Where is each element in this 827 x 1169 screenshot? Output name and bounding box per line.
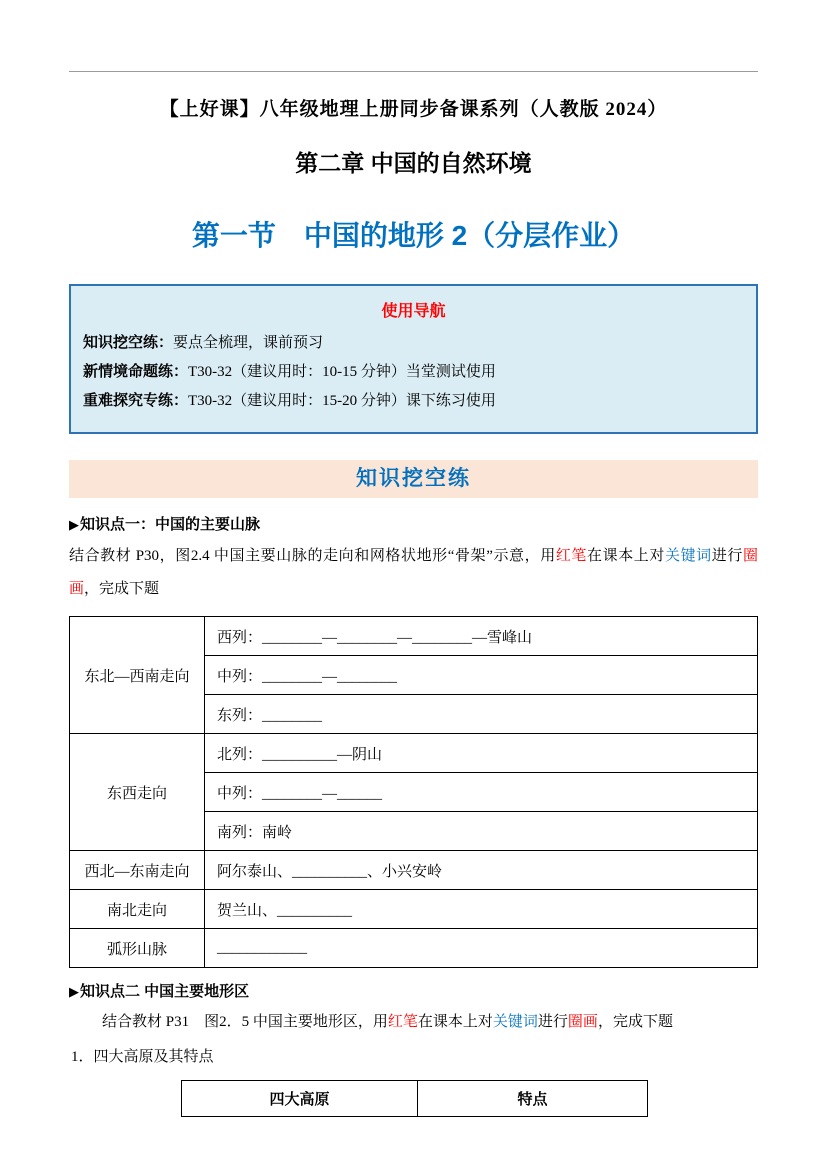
usage-guide-line (83, 387, 744, 416)
table-row (70, 734, 758, 773)
plateau-table (181, 1080, 648, 1117)
knowledge-drill-banner (69, 460, 758, 498)
table-cell: 北列：__________—阴山 (205, 734, 758, 773)
table-cell: 中列：________—______ (205, 773, 758, 812)
usage-guide-line-text: T30-32（建议用时：15-20 分钟）课下练习使用 (188, 393, 496, 409)
table-cell: 贺兰山、__________ (205, 890, 758, 929)
row-group-label: 东北—西南走向 (70, 617, 205, 734)
row-group-label: 东西走向 (70, 734, 205, 851)
usage-guide-line-text: T30-32（建议用时：10-15 分钟）当堂测试使用 (188, 364, 496, 380)
item-1-title: 1．四大高原及其特点 (71, 1049, 214, 1065)
usage-guide-line-label: 重难探究专练： (83, 393, 189, 409)
table-cell: 东列：________ (205, 695, 758, 734)
series-header: 【上好课】八年级地理上册同步备课系列（人教版 2024） (159, 99, 668, 120)
usage-guide-line-label: 新情境命题练： (83, 364, 189, 380)
usage-guide-line-label: 知识挖空练： (83, 335, 174, 351)
header-divider (69, 71, 758, 72)
table-cell: 阿尔泰山、__________、小兴安岭 (205, 851, 758, 890)
row-group-label: 西北—东南走向 (70, 851, 205, 890)
table-cell: 中列：________—________ (205, 656, 758, 695)
knowledge-point-2-intro: 结合教材 P31 图2．5 中国主要地形区，用红笔在课本上对关键词进行圈画，完成下题 (102, 1014, 673, 1030)
table-row (70, 851, 758, 890)
knowledge-point-1-intro: 结合教材 P30，图2.4 中国主要山脉的走向和网格状地形“骨架”示意，用红笔在课本上对关键词进行圈画，完成下题 (69, 548, 758, 597)
table-header-cell: 特点 (418, 1081, 648, 1117)
knowledge-point-2-title: 知识点二 中国主要地形区 (80, 983, 250, 1000)
usage-guide-line (83, 358, 744, 387)
chapter-title: 第二章 中国的自然环境 (295, 150, 532, 176)
usage-guide-line-text: 要点全梳理，课前预习 (173, 335, 324, 351)
usage-guide-title: 使用导航 (381, 303, 446, 320)
triangle-marker-icon: ▶ (69, 984, 79, 999)
table-row (70, 929, 758, 968)
knowledge-point-1-heading (69, 513, 758, 534)
knowledge-drill-banner-title: 知识挖空练 (356, 467, 471, 490)
table-row (70, 890, 758, 929)
table-cell: ____________ (205, 929, 758, 968)
table-cell: 西列：________—________—________—雪峰山 (205, 617, 758, 656)
usage-guide-box (69, 284, 758, 434)
mountain-ranges-table (69, 616, 758, 968)
row-group-label: 弧形山脉 (70, 929, 205, 968)
triangle-marker-icon: ▶ (69, 517, 79, 532)
section-title: 第一节 中国的地形 2（分层作业） (191, 220, 636, 251)
table-header-cell: 四大高原 (182, 1081, 418, 1117)
row-group-label: 南北走向 (70, 890, 205, 929)
table-row (70, 617, 758, 656)
table-header-row (182, 1081, 648, 1117)
table-cell: 南列：南岭 (205, 812, 758, 851)
knowledge-point-1-title: 知识点一：中国的主要山脉 (80, 516, 261, 533)
knowledge-point-2-heading (69, 980, 758, 1001)
usage-guide-line (83, 329, 744, 358)
